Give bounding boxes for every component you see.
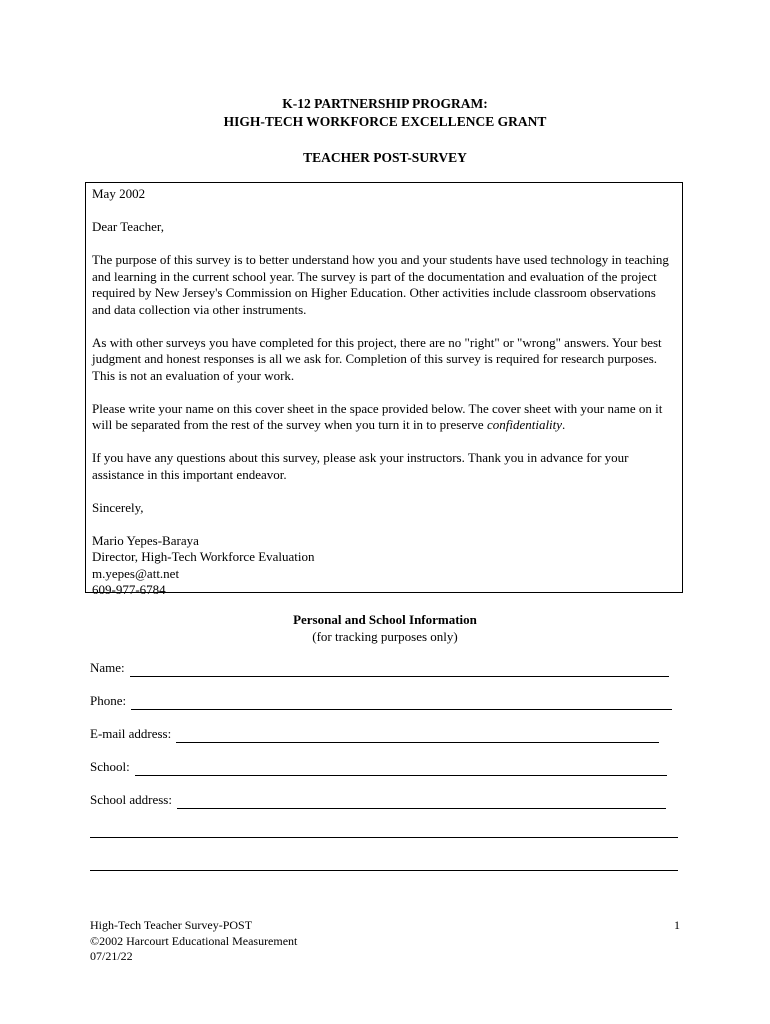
letter-signer-email: m.yepes@att.net — [92, 565, 180, 581]
personal-info-heading — [0, 612, 770, 645]
letter-confidentiality-emphasis: confidentiality — [486, 417, 563, 432]
phone-label: Phone: — [90, 693, 127, 708]
school-address-field-row — [90, 792, 666, 810]
letter-closing: Sincerely, — [92, 499, 144, 515]
phone-field[interactable] — [131, 696, 672, 710]
footer-survey-name: High-Tech Teacher Survey-POST — [90, 918, 253, 932]
school-address-line-2[interactable] — [90, 837, 678, 838]
letter-date: May 2002 — [92, 186, 146, 201]
personal-info-subtitle: (for tracking purposes only) — [312, 628, 458, 644]
letter-paragraph-questions: If you have any questions about this survey, please ask your instructors. Thank you in advance for your assistance in this important endeavor. — [92, 450, 629, 482]
phone-field-row — [90, 693, 672, 711]
header-title-line2: HIGH-TECH WORKFORCE EXCELLENCE GRANT — [223, 114, 547, 129]
letter-paragraph-purpose: The purpose of this survey is to better understand how you and your students have used technology in teaching and learning in the current school year. The survey is part of the documentation and evaluation of the project required by New Jersey's Commission on Higher Education. Other activities include classroom observations and data collection via other instruments. — [92, 252, 669, 317]
page-footer — [90, 918, 680, 965]
school-address-label: School address: — [90, 792, 172, 807]
header-title-line1: K-12 PARTNERSHIP PROGRAM: — [282, 96, 488, 111]
page-number: 1 — [674, 918, 680, 932]
letter-paragraph-cover-sheet-end: . — [562, 417, 566, 432]
school-field[interactable] — [135, 762, 667, 776]
letter-signer-phone: 609-977-6784 — [92, 582, 166, 597]
letter-signer-name: Mario Yepes-Baraya — [92, 532, 199, 548]
letter-salutation: Dear Teacher, — [92, 219, 164, 234]
email-field-row — [90, 726, 659, 744]
letter-signer-title: Director, High-Tech Workforce Evaluation — [92, 549, 315, 564]
school-label: School: — [90, 759, 130, 774]
email-field[interactable] — [176, 729, 659, 743]
letter-paragraph-cover-sheet — [92, 401, 676, 434]
letter-paragraph-answers: As with other surveys you have completed for this project, there are no "right" or "wrong" answers. Your best judgment and honest responses is all we ask for. Completion of this survey is required for research purposes. This is not an evaluation of your work. — [92, 334, 662, 383]
personal-info-title: Personal and School Information — [293, 612, 477, 627]
footer-copyright: ©2002 Harcourt Educational Measurement — [90, 933, 298, 948]
cover-letter-box — [85, 182, 683, 597]
footer-date: 07/21/22 — [90, 949, 133, 963]
name-field[interactable] — [130, 663, 669, 677]
school-address-line-3[interactable] — [90, 870, 678, 871]
document-header — [0, 95, 770, 167]
letter-paragraph-cover-sheet-text: Please write your name on this cover sheet in the space provided below. The cover sheet with your name on it will be separated from the rest of the survey when you turn it in to preserve — [92, 400, 663, 432]
survey-subtitle: TEACHER POST-SURVEY — [303, 150, 467, 165]
name-label: Name: — [90, 660, 125, 675]
school-address-field[interactable] — [177, 795, 666, 809]
email-label: E-mail address: — [90, 726, 172, 741]
name-field-row — [90, 660, 669, 678]
school-field-row — [90, 759, 667, 777]
